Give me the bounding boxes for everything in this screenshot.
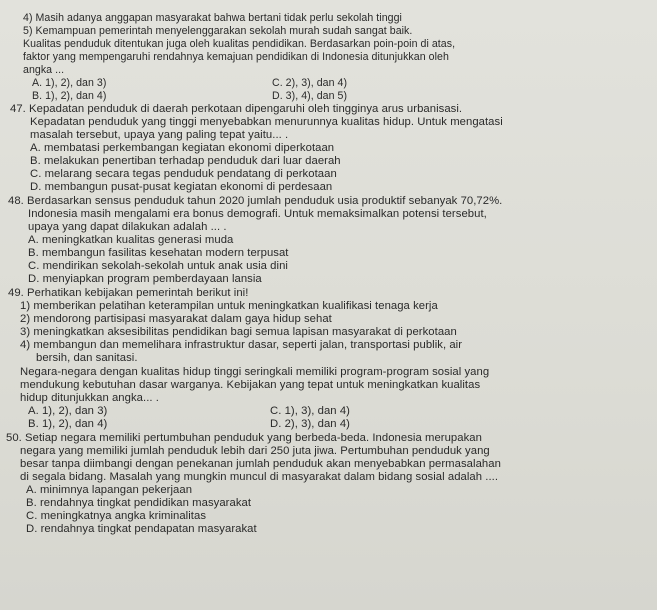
question-50-option-d[interactable]: D. rendahnya tingkat pendapatan masyarakat (26, 523, 257, 535)
option-d[interactable]: D. 3), 4), dan 5) (272, 90, 348, 102)
question-49-option-a[interactable]: A. 1), 2), dan 3) (28, 405, 108, 417)
question-50-option-c[interactable]: C. meningkatnya angka kriminalitas (26, 510, 207, 522)
policy-3: 3) meningkatkan aksesibilitas pendidikan bagi semua lapisan masyarakat di perkotaan (20, 326, 457, 338)
question-47-option-d[interactable]: D. membangun pusat-pusat kegiatan ekonomi di perdesaan (30, 181, 333, 193)
question-47-stem: masalah tersebut, upaya yang paling tepat yaitu... . (30, 129, 289, 141)
question-49-option-d[interactable]: D. 2), 3), dan 4) (270, 418, 350, 430)
question-48-option-c[interactable]: C. mendirikan sekolah-sekolah untuk anak usia dini (28, 260, 288, 272)
question-49-stem: mendukung kebutuhan dasar warganya. Kebijakan yang tepat untuk meningkatkan kualitas (20, 379, 481, 391)
question-47-option-c[interactable]: C. melarang secara tegas penduduk pendatang di perkotaan (30, 168, 337, 180)
question-49-stem: 49. Perhatikan kebijakan pemerintah berikut ini! (8, 287, 249, 299)
policy-4: 4) membangun dan memelihara infrastruktur dasar, seperti jalan, transportasi publik, air (20, 339, 463, 351)
question-48-option-b[interactable]: B. membangun fasilitas kesehatan modern terpusat (28, 247, 289, 259)
question-stem-line: Kualitas penduduk ditentukan juga oleh kualitas pendidikan. Berdasarkan poin-poin di atas, (23, 38, 456, 50)
option-b[interactable]: B. 1), 2), dan 4) (32, 90, 107, 102)
question-50-stem: di segala bidang. Masalah yang mungkin muncul di masyarakat dalam bidang sosial adalah .... (20, 471, 499, 483)
question-49-option-c[interactable]: C. 1), 3), dan 4) (270, 405, 350, 417)
question-48-option-a[interactable]: A. meningkatkan kualitas generasi muda (28, 234, 234, 246)
question-48-stem: 48. Berdasarkan sensus penduduk tahun 2020 jumlah penduduk usia produktif sebanyak 70,72%. (8, 195, 503, 207)
policy-4-continued: bersih, dan sanitasi. (36, 352, 138, 364)
option-a[interactable]: A. 1), 2), dan 3) (32, 77, 107, 89)
question-47-stem: Kepadatan penduduk yang tinggi menyebabkan menurunnya kualitas hidup. Untuk mengatasi (30, 116, 503, 128)
policy-1: 1) memberikan pelatihan keterampilan untuk meningkatkan kualifikasi tenaga kerja (20, 300, 438, 312)
policy-2: 2) mendorong partisipasi masyarakat dalam gaya hidup sehat (20, 313, 332, 325)
question-49-option-b[interactable]: B. 1), 2), dan 4) (28, 418, 108, 430)
question-47-option-a[interactable]: A. membatasi perkembangan kegiatan ekonomi diperkotaan (30, 142, 335, 154)
question-48-stem: Indonesia masih mengalami era bonus demografi. Untuk memaksimalkan potensi tersebut, (28, 208, 487, 220)
question-48-stem: upaya yang dapat dilakukan adalah ... . (28, 221, 227, 233)
question-47-stem: 47. Kepadatan penduduk di daerah perkotaan dipengaruhi oleh tingginya arus urbanisasi. (10, 103, 463, 115)
question-stem-line: angka ... (23, 64, 65, 76)
statement-4: 4) Masih adanya anggapan masyarakat bahwa bertani tidak perlu sekolah tinggi (23, 12, 402, 24)
question-48-option-d[interactable]: D. menyiapkan program pemberdayaan lansia (28, 273, 262, 285)
question-50-stem: 50. Setiap negara memiliki pertumbuhan penduduk yang berbeda-beda. Indonesia merupakan (6, 432, 482, 444)
question-50-stem: besar tanpa diimbangi dengan penekanan jumlah penduduk akan menyebabkan permasalahan (20, 458, 501, 470)
question-47-option-b[interactable]: B. melakukan penertiban terhadap penduduk dari luar daerah (30, 155, 341, 167)
question-49-stem: hidup ditunjukkan angka... . (20, 392, 159, 404)
question-50-option-a[interactable]: A. minimnya lapangan pekerjaan (26, 484, 193, 496)
option-c[interactable]: C. 2), 3), dan 4) (272, 77, 348, 89)
statement-5: 5) Kemampuan pemerintah menyelenggarakan sekolah murah sudah sangat baik. (23, 25, 413, 37)
question-50-stem: negara yang memiliki jumlah penduduk lebih dari 250 juta jiwa. Pertumbuhan penduduk yang (20, 445, 490, 457)
question-49-stem: Negara-negara dengan kualitas hidup tinggi seringkali memiliki program-program sosial yang (20, 366, 490, 378)
question-50-option-b[interactable]: B. rendahnya tingkat pendidikan masyarakat (26, 497, 252, 509)
question-stem-line: faktor yang mempengaruhi rendahnya kemajuan pendidikan di Indonesia ditunjukkan oleh (23, 51, 449, 63)
